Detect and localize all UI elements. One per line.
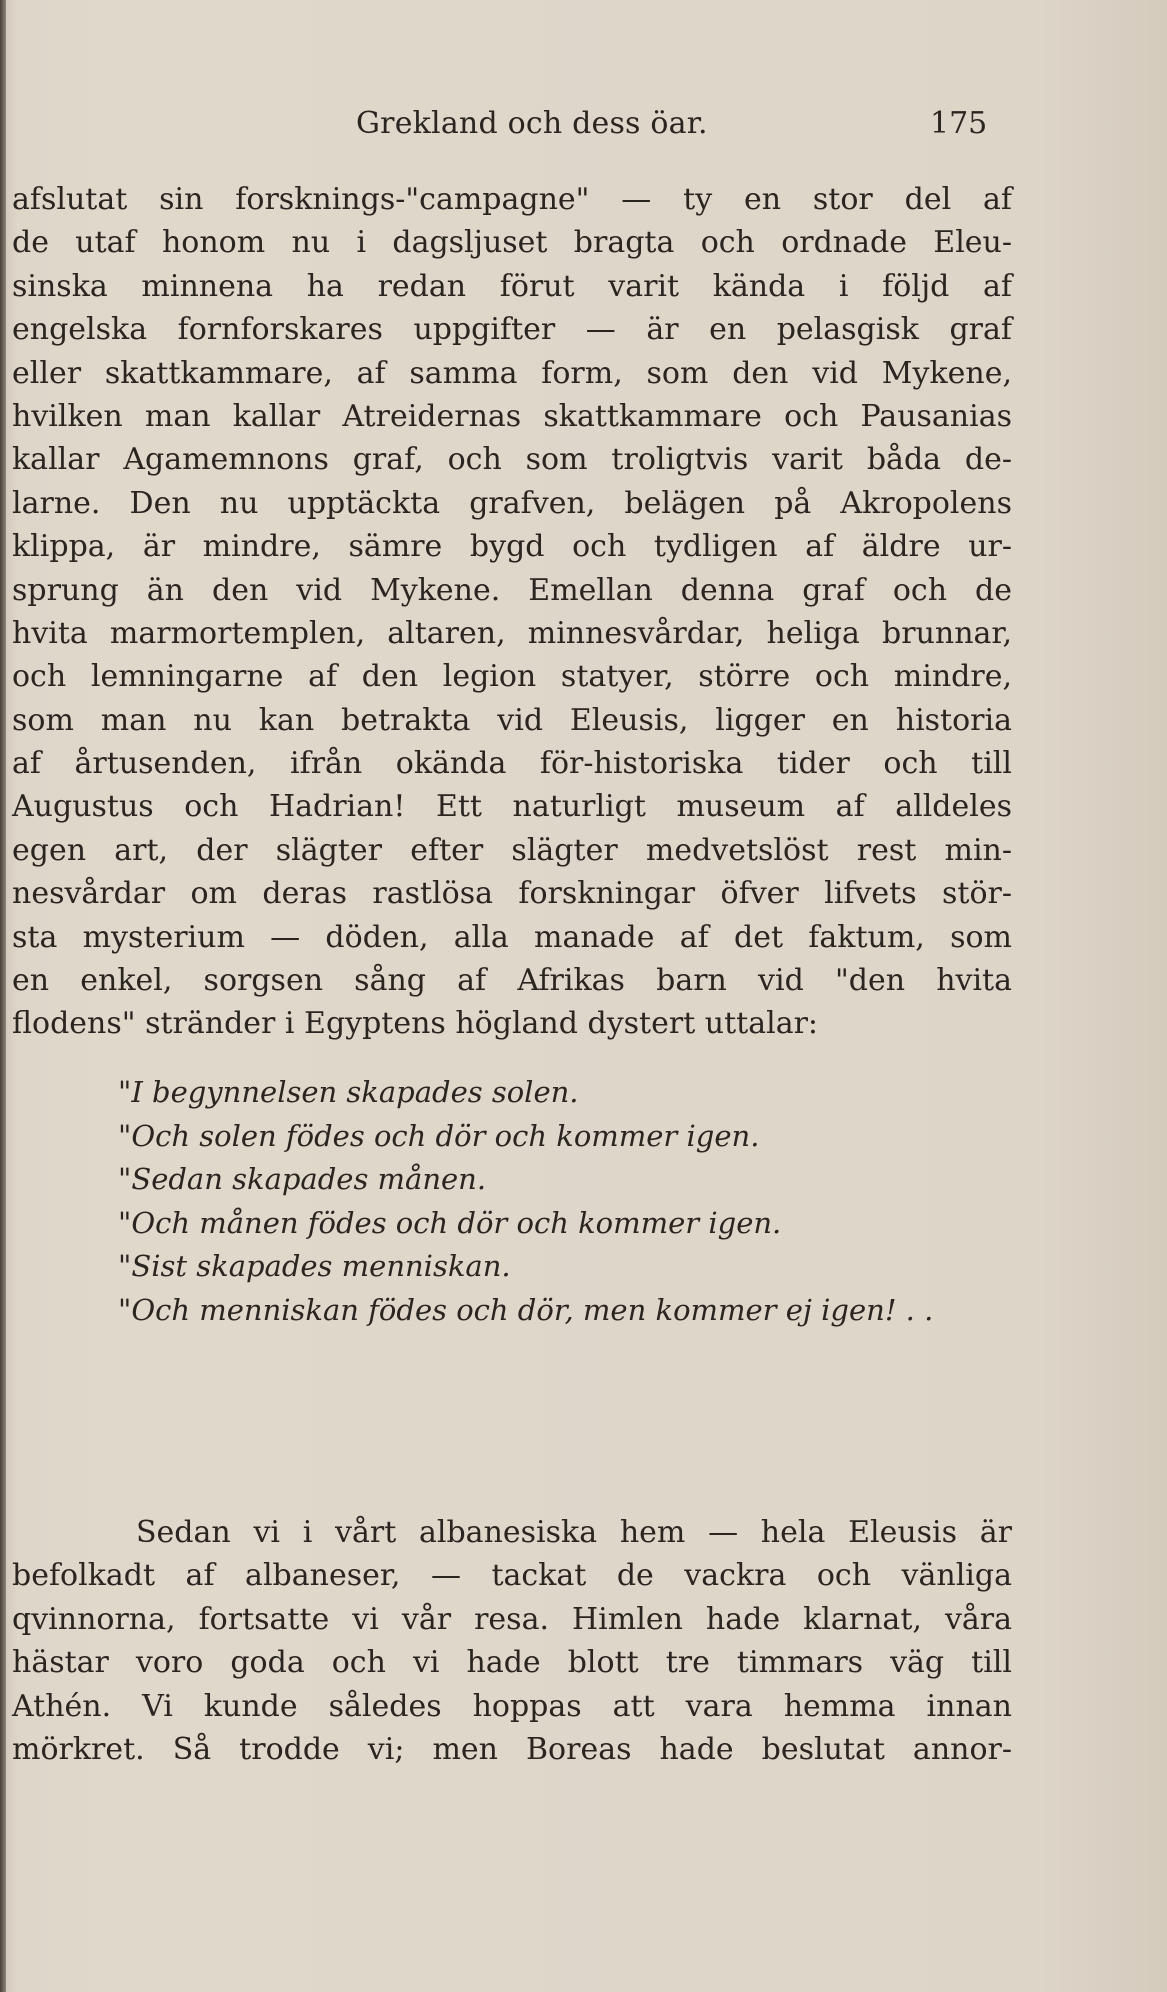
- text-line: engelska fornforskares uppgifter — är en pelasgisk graf: [12, 312, 1012, 348]
- text-line: Sedan vi i vårt albanesiska hem — hela Eleusis är: [136, 1515, 1012, 1550]
- text-line: kallar Agamemnons graf, och som troligtvis varit båda de-: [12, 442, 1012, 478]
- verse-line: "Och månen födes och dör och kommer igen.: [118, 1205, 782, 1240]
- text-line: och lemningarne af den legion statyer, större och mindre,: [12, 659, 1012, 695]
- text-line: hästar voro goda och vi hade blott tre timmars väg till: [12, 1645, 1012, 1681]
- text-line: en enkel, sorgsen sång af Afrikas barn vid "den hvita: [12, 963, 1012, 999]
- text-line: mörkret. Så trodde vi; men Boreas hade beslutat annor-: [12, 1731, 1012, 1767]
- text-line: befolkadt af albaneser, — tackat de vackra och vänliga: [12, 1558, 1012, 1594]
- text-line: Augustus och Hadrian! Ett naturligt museum af alldeles: [12, 789, 1012, 825]
- page-spine-edge: [0, 0, 6, 1992]
- text-line: egen art, der slägter efter slägter medvetslöst rest min-: [12, 832, 1012, 868]
- text-line: afslutat sin forsknings-"campagne" — ty en stor del af: [12, 182, 1012, 217]
- page-number: 175: [930, 106, 988, 141]
- verse-line: "Och solen födes och dör och kommer igen.: [118, 1118, 760, 1153]
- running-title: Grekland och dess öar.: [356, 106, 708, 141]
- verse-line: "I begynnelsen skapades solen.: [118, 1075, 579, 1109]
- text-line: sinska minnena ha redan förut varit kända i följd af: [12, 268, 1012, 304]
- paragraph-eleusis: [12, 178, 1012, 1046]
- verse-line: "Sedan skapades månen.: [118, 1162, 487, 1197]
- quoted-song: [118, 1071, 934, 1333]
- verse-line: "Och menniskan födes och dör, men kommer ej igen! . .: [118, 1292, 934, 1327]
- text-line: larne. Den nu upptäckta grafven, belägen på Akropolens: [12, 485, 1012, 521]
- text-line: klippa, är mindre, sämre bygd och tydligen af äldre ur-: [12, 529, 1012, 565]
- text-line: eller skattkammare, af samma form, som den vid Mykene,: [12, 355, 1012, 391]
- text-line: af årtusenden, ifrån okända för-historiska tider och till: [12, 746, 1012, 782]
- text-line: sprung än den vid Mykene. Emellan denna graf och de: [12, 572, 1012, 608]
- verse-line: "Sist skapades menniskan.: [118, 1249, 511, 1284]
- text-line: nesvårdar om deras rastlösa forskningar öfver lifvets stör-: [12, 876, 1012, 912]
- text-line: de utaf honom nu i dagsljuset bragta och ordnade Eleu-: [12, 225, 1012, 261]
- text-line: qvinnorna, fortsatte vi vår resa. Himlen hade klarnat, våra: [12, 1601, 1012, 1637]
- text-line: som man nu kan betrakta vid Eleusis, ligger en historia: [12, 702, 1012, 738]
- text-line: Athén. Vi kunde således hoppas att vara hemma innan: [12, 1688, 1012, 1724]
- page-header: [0, 106, 1167, 146]
- paragraph-journey: [12, 1511, 1012, 1771]
- text-line: hvita marmortemplen, altaren, minnesvårdar, heliga brunnar,: [12, 615, 1012, 651]
- text-line: sta mysterium — döden, alla manade af det faktum, som: [12, 919, 1012, 955]
- text-line: hvilken man kallar Atreidernas skattkammare och Pausanias: [12, 398, 1012, 434]
- text-line: flodens" stränder i Egyptens högland dystert uttalar:: [12, 1006, 819, 1042]
